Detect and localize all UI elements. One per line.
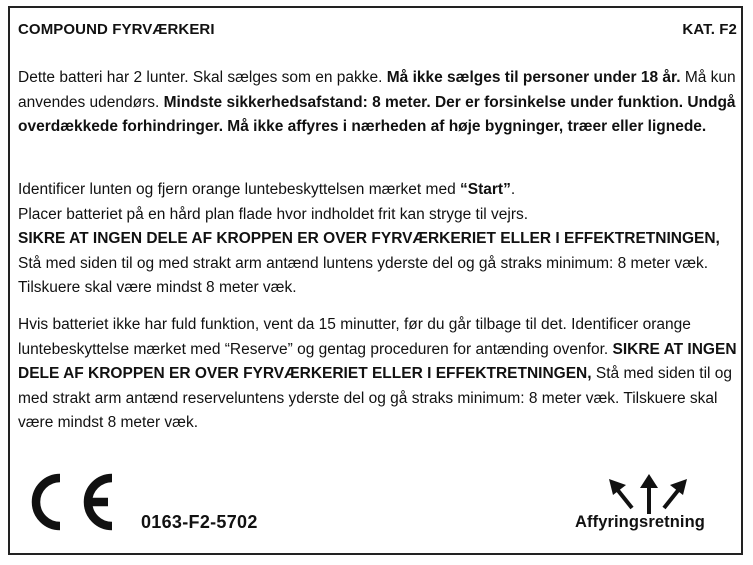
para1-text-1: Dette batteri har 2 lunter. Skal sælges som en pakke. [18,69,387,86]
reserve-body-position-warning: SIKRE AT INGEN DELE AF KROPPEN ER OVER FYRVÆRKERIET ELLER I EFFEKTRETNINGEN, [18,340,737,382]
category-label: KAT. F2 [682,21,737,38]
start-fuse-label: “Start” [460,181,511,198]
para2-text-3: Stå med siden til og med strakt arm antænd luntens yderste del og gå straks minimum: 8 meter væk. Tilskuere skal være mindst 8 meter væk. [18,254,709,296]
ignition-instructions [18,178,738,301]
label-header [18,21,737,38]
safety-paragraph-1 [18,66,738,140]
product-code: 0163-F2-5702 [141,512,258,532]
safety-distance-warning: Mindste sikkerhedsafstand: 8 meter. Der er forsinkelse under funktion. Undgå overdækkede forhindringer. Må ikke affyres i nærheden af høje bygninger, træer eller lignede. [18,93,736,135]
para3-text-2: Stå med siden til og med strakt arm antænd reserveluntens yderste del og gå straks minimum: 8 meter væk. Tilskuere skal være mindst 8 meter væk. [18,365,733,431]
para3-text-1: Hvis batteriet ikke har fuld funktion, vent da 15 minutter, før du går tilbage til det. Identificer orange luntebeskyttelse mærket med “Reserve” og gentag proceduren for antænding ovenfor. [18,316,691,358]
para1-text-2: Må kun anvendes udendørs. [18,69,736,111]
ce-mark-icon [26,470,118,539]
firing-direction-label: Affyringsretning [575,513,705,531]
reserve-instructions [18,313,738,436]
para2-text-2: . [510,181,516,198]
para2-text-1: Identificer lunten og fjern orange luntebeskyttelsen mærket med [18,181,460,198]
age-restriction-warning: Må ikke sælges til personer under 18 år. [386,69,681,86]
body-position-warning: SIKRE AT INGEN DELE AF KROPPEN ER OVER FYRVÆRKERIET ELLER I EFFEKTRETNINGEN, [18,230,720,247]
placement-instruction: Placer batteriet på en hård plan flade hvor indholdet frit kan stryge til vejrs. [18,205,529,223]
brand-name: COMPOUND FYRVÆRKERI [18,21,215,38]
